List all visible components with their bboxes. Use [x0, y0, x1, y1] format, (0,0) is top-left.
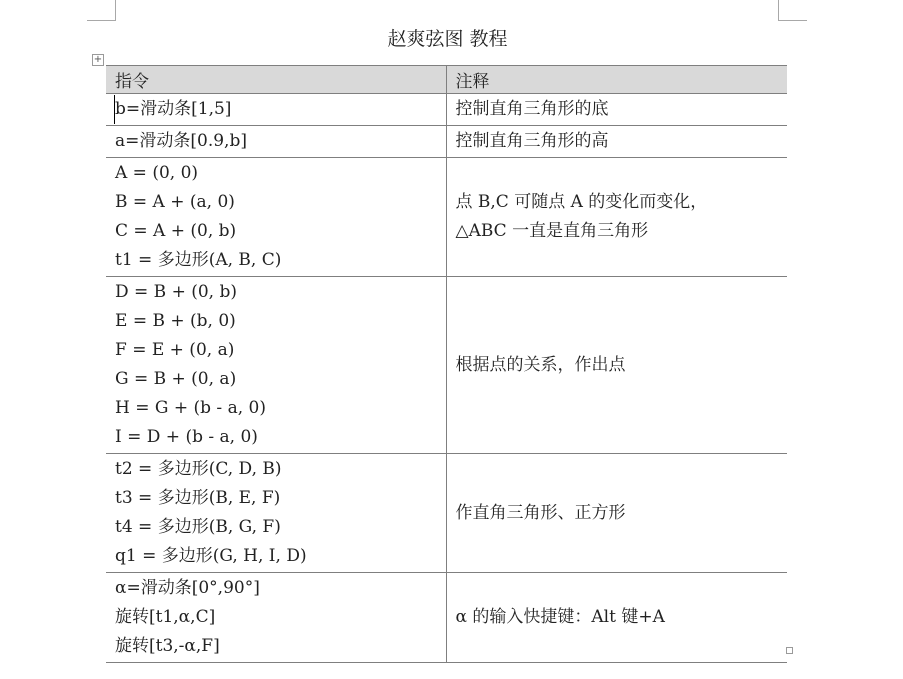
note-line: α 的输入快捷键：Alt 键+A: [455, 607, 665, 627]
table-header-row: [106, 66, 787, 94]
command-line: q1 = 多边形(G, H, I, D): [115, 546, 307, 566]
command-line: α=滑动条[0°,90°]: [115, 578, 260, 598]
note-cell[interactable]: [446, 454, 787, 573]
header-commands[interactable]: 指令: [106, 66, 446, 94]
table-row: [106, 158, 787, 277]
command-line: t1 = 多边形(A, B, C): [115, 250, 282, 270]
command-line: F = E + (0, a): [115, 340, 235, 360]
header-notes[interactable]: 注释: [446, 66, 787, 94]
note-line: 作直角三角形、正方形: [455, 502, 626, 523]
command-line: t2 = 多边形(C, D, B): [115, 459, 282, 479]
note-line: 控制直角三角形的底: [455, 99, 609, 119]
note-line: 根据点的关系，作出点: [455, 354, 626, 375]
command-line: t4 = 多边形(B, G, F): [115, 517, 281, 537]
document-title: 赵爽弦图 教程: [387, 28, 508, 50]
command-line: A = (0, 0): [115, 163, 199, 183]
table-resize-handle-icon[interactable]: [786, 647, 793, 654]
table-move-handle-icon[interactable]: +: [93, 54, 103, 65]
command-line: B = A + (a, 0): [115, 192, 235, 212]
command-line: 旋转[t1,α,C]: [115, 607, 216, 627]
note-cell[interactable]: [446, 158, 787, 277]
command-cell[interactable]: [106, 573, 446, 663]
command-line: C = A + (0, b): [115, 221, 237, 241]
page-corner-mark-top-right: [778, 0, 807, 21]
note-line: △ABC 一直是直角三角形: [455, 221, 649, 241]
table-row: [106, 454, 787, 573]
note-cell[interactable]: [446, 126, 787, 158]
command-line: H = G + (b - a, 0): [115, 398, 266, 418]
command-line: D = B + (0, b): [115, 282, 237, 302]
command-line: G = B + (0, a): [115, 369, 237, 389]
note-cell[interactable]: [446, 277, 787, 454]
command-cell[interactable]: [106, 158, 446, 277]
table-row: [106, 277, 787, 454]
note-cell[interactable]: [446, 94, 787, 126]
command-line: a=滑动条[0.9,b]: [115, 131, 247, 151]
command-line: 旋转[t3,-α,F]: [115, 636, 220, 656]
command-cell[interactable]: [106, 94, 446, 126]
note-line: 控制直角三角形的高: [455, 131, 609, 151]
command-cell[interactable]: [106, 277, 446, 454]
command-line: b=滑动条[1,5]: [114, 95, 437, 124]
command-cell[interactable]: [106, 126, 446, 158]
note-cell[interactable]: [446, 573, 787, 663]
table-row: [106, 573, 787, 663]
command-line: I = D + (b - a, 0): [115, 427, 258, 447]
command-line: t3 = 多边形(B, E, F): [115, 488, 281, 508]
table-row: [106, 126, 787, 158]
command-line: E = B + (b, 0): [115, 311, 236, 331]
page-corner-mark-top-left: [87, 0, 116, 21]
command-cell[interactable]: [106, 454, 446, 573]
note-line: 点 B,C 可随点 A 的变化而变化，: [455, 192, 708, 212]
command-table: [106, 65, 787, 663]
table-row: [106, 94, 787, 126]
